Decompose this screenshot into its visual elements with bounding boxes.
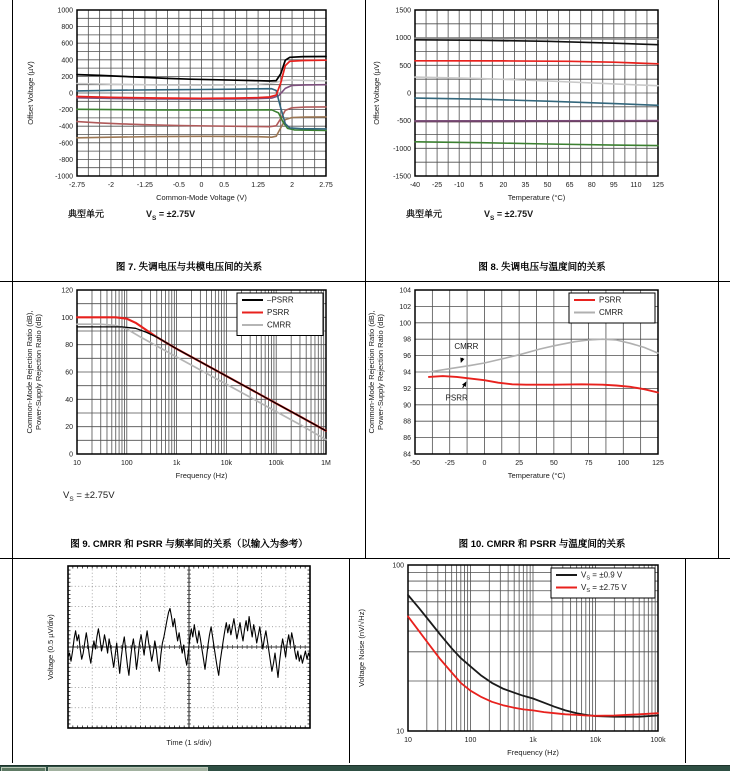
svg-text:0: 0 xyxy=(407,90,411,98)
svg-text:50: 50 xyxy=(543,182,552,189)
svg-text:-500: -500 xyxy=(396,118,411,126)
svg-text:0: 0 xyxy=(69,90,73,98)
taskbar-button-2[interactable] xyxy=(48,767,208,771)
svg-text:20: 20 xyxy=(65,424,73,432)
svg-text:Offset Voltage (µV): Offset Voltage (µV) xyxy=(372,61,381,125)
svg-text:35: 35 xyxy=(521,182,530,189)
figure-10-caption: 图 10. CMRR 和 PSRR 与温度间的关系 xyxy=(458,539,626,550)
voltage-noise-chart xyxy=(350,559,685,763)
svg-text:Offset Voltage (µV): Offset Voltage (µV) xyxy=(26,61,35,125)
svg-text:PSRR: PSRR xyxy=(267,308,290,317)
svg-text:1k: 1k xyxy=(172,460,181,467)
svg-text:0: 0 xyxy=(482,460,487,467)
svg-text:-1000: -1000 xyxy=(393,145,411,153)
figure-7-caption: 图 7. 失调电压与共模电压间的关系 xyxy=(115,262,263,273)
svg-text:102: 102 xyxy=(399,303,411,311)
svg-text:VS = ±0.9 V: $V_S = \pm 0.9$ V xyxy=(581,570,623,582)
svg-text:PSRR: PSRR xyxy=(599,295,622,305)
svg-text:-25: -25 xyxy=(444,460,455,467)
svg-text:Time (1 s/div): Time (1 s/div) xyxy=(166,738,212,747)
figure-9-chart xyxy=(13,282,365,512)
svg-text:0.5: 0.5 xyxy=(219,182,230,189)
svg-text:90: 90 xyxy=(403,402,411,410)
svg-text:100: 100 xyxy=(392,562,404,570)
svg-text:88: 88 xyxy=(403,418,411,426)
svg-text:1500: 1500 xyxy=(395,7,411,15)
svg-text:-200: -200 xyxy=(58,107,73,115)
svg-text:5: 5 xyxy=(479,182,484,189)
svg-text:-400: -400 xyxy=(58,123,73,131)
svg-text:-1000: -1000 xyxy=(55,173,73,181)
svg-text:125: 125 xyxy=(652,460,664,467)
svg-text:-25: -25 xyxy=(432,182,443,189)
svg-text:800: 800 xyxy=(61,24,73,32)
svg-text:400: 400 xyxy=(61,57,73,65)
svg-text:Power-Supply Rejection Ratio (: Power-Supply Rejection Ratio (dB) xyxy=(34,314,43,430)
svg-text:10k: 10k xyxy=(589,737,602,744)
figure-7-cell xyxy=(13,0,365,280)
svg-text:Common-Mode Rejection Ratio (d: Common-Mode Rejection Ratio (dB), xyxy=(367,310,376,434)
svg-text:120: 120 xyxy=(61,287,73,295)
svg-text:10: 10 xyxy=(404,737,412,744)
svg-text:PSRR: PSRR xyxy=(445,393,468,403)
svg-text:-800: -800 xyxy=(58,156,73,164)
svg-text:98: 98 xyxy=(403,336,411,344)
svg-text:-600: -600 xyxy=(58,140,73,148)
svg-text:10k: 10k xyxy=(220,460,233,467)
svg-text:VS = ±2.75 V: $V_S = \pm 2.75$ V xyxy=(581,583,627,594)
border-right-top xyxy=(718,0,719,558)
svg-text:95: 95 xyxy=(609,182,618,189)
svg-text:CMRR: CMRR xyxy=(267,320,291,330)
figure-10-chart xyxy=(366,282,718,512)
figure-8-cell xyxy=(366,0,718,280)
figure-8-conditions: 典型单元 $V_S = \pm 2.75V$ xyxy=(406,209,534,222)
svg-text:40: 40 xyxy=(65,396,73,404)
svg-text:Frequency (Hz): Frequency (Hz) xyxy=(507,748,559,757)
svg-text:100: 100 xyxy=(617,460,630,467)
svg-text:2.75: 2.75 xyxy=(319,182,333,189)
svg-text:CMRR: CMRR xyxy=(454,342,479,352)
svg-text:-1500: -1500 xyxy=(393,173,411,181)
figure-7-chart xyxy=(13,0,365,240)
svg-text:Common-Mode Rejection Ratio (d: Common-Mode Rejection Ratio (dB), xyxy=(25,310,34,434)
svg-text:94: 94 xyxy=(403,369,411,377)
svg-text:110: 110 xyxy=(630,182,642,189)
svg-text:1k: 1k xyxy=(529,737,537,744)
svg-text:125: 125 xyxy=(652,182,664,189)
svg-text:-1.25: -1.25 xyxy=(136,182,153,189)
svg-text:200: 200 xyxy=(61,73,73,81)
svg-text:100: 100 xyxy=(61,314,73,322)
svg-text:500: 500 xyxy=(399,62,411,70)
svg-text:100: 100 xyxy=(120,460,133,467)
svg-text:96: 96 xyxy=(403,353,411,361)
figure-9-cell xyxy=(13,282,365,557)
svg-text:Voltage (0.5 µV/div): Voltage (0.5 µV/div) xyxy=(46,614,55,680)
svg-text:86: 86 xyxy=(403,435,411,443)
svg-text:0: 0 xyxy=(69,451,73,459)
figure-8-chart xyxy=(366,0,718,240)
svg-text:1M: 1M xyxy=(321,460,331,467)
svg-text:1000: 1000 xyxy=(57,7,73,15)
svg-text:-2.75: -2.75 xyxy=(69,182,85,189)
figure-7-conditions: 典型单元 $V_S = \pm 2.75V$ xyxy=(68,209,196,222)
svg-text:-0.5: -0.5 xyxy=(172,182,185,189)
svg-text:100k: 100k xyxy=(650,737,666,744)
svg-text:65: 65 xyxy=(565,182,574,189)
svg-text:Temperature (°C): Temperature (°C) xyxy=(507,471,566,480)
svg-text:10: 10 xyxy=(396,728,404,736)
svg-text:-10: -10 xyxy=(454,182,465,189)
taskbar-button-1[interactable] xyxy=(1,767,46,771)
taskbar xyxy=(0,765,730,771)
figure-9-conditions: $V_S = \pm 2.75V$ xyxy=(63,490,115,503)
noise-scope-chart xyxy=(13,559,348,763)
svg-text:1.25: 1.25 xyxy=(251,182,265,189)
svg-text:Power-Supply Rejection Ratio (: Power-Supply Rejection Ratio (dB) xyxy=(376,314,385,430)
svg-text:100: 100 xyxy=(399,320,411,328)
svg-text:2: 2 xyxy=(290,182,294,189)
border-right-bottom xyxy=(685,558,686,763)
svg-text:Voltage Noise (nV/√Hz): Voltage Noise (nV/√Hz) xyxy=(357,609,366,687)
svg-text:-50: -50 xyxy=(409,460,421,467)
svg-text:0: 0 xyxy=(199,182,204,189)
svg-text:25: 25 xyxy=(515,460,524,467)
svg-text:CMRR: CMRR xyxy=(599,308,623,317)
noise-scope-cell xyxy=(13,559,348,762)
figure-9-caption: 图 9. CMRR 和 PSRR 与频率间的关系（以输入为参考） xyxy=(70,539,308,550)
svg-text:Common-Mode Voltage (V): Common-Mode Voltage (V) xyxy=(156,193,247,202)
svg-text:-40: -40 xyxy=(409,182,421,189)
svg-text:Temperature (°C): Temperature (°C) xyxy=(507,193,566,202)
svg-text:75: 75 xyxy=(584,460,593,467)
svg-text:100k: 100k xyxy=(268,460,284,467)
svg-text:50: 50 xyxy=(549,460,558,467)
svg-text:600: 600 xyxy=(61,40,73,48)
svg-text:100: 100 xyxy=(464,737,477,744)
svg-text:80: 80 xyxy=(65,342,73,350)
svg-text:-2: -2 xyxy=(107,182,115,189)
svg-text:1000: 1000 xyxy=(395,35,411,43)
svg-text:10: 10 xyxy=(73,460,81,467)
svg-text:80: 80 xyxy=(587,182,596,189)
svg-text:104: 104 xyxy=(399,287,411,295)
svg-text:60: 60 xyxy=(65,369,73,377)
svg-text:84: 84 xyxy=(403,451,411,459)
svg-text:92: 92 xyxy=(403,385,411,393)
svg-text:20: 20 xyxy=(499,182,508,189)
svg-text:Frequency (Hz): Frequency (Hz) xyxy=(175,471,228,480)
voltage-noise-cell xyxy=(350,559,685,762)
figure-10-cell xyxy=(366,282,718,557)
svg-text:–PSRR: –PSRR xyxy=(267,295,294,305)
figure-8-caption: 图 8. 失调电压与温度间的关系 xyxy=(478,262,606,273)
